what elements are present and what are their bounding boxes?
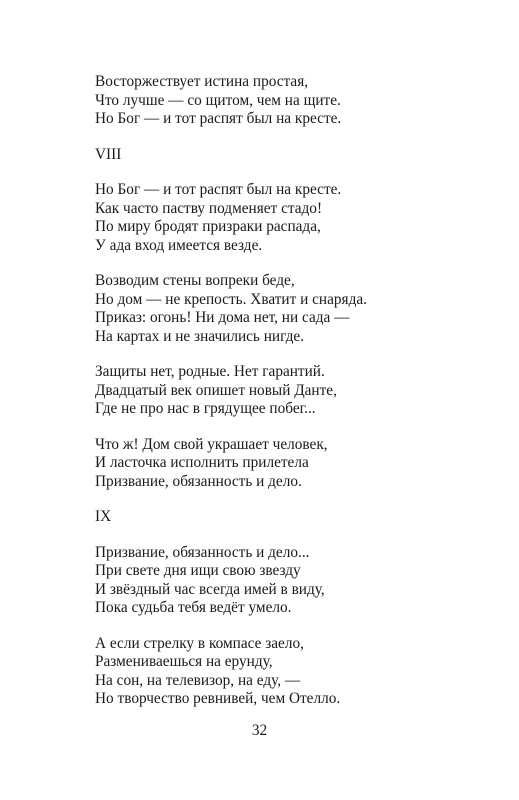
poem-line: Приказ: огонь! Ни дома нет, ни сада —: [95, 309, 350, 326]
poem-line: Двадцатый век опишет новый Данте,: [95, 381, 337, 399]
stanza: [95, 181, 495, 255]
page-number: 32: [251, 722, 268, 739]
poem-line: И звёздный час всегда имей в виду,: [95, 580, 325, 598]
poem-line: Защиты нет, родные. Нет гарантий.: [95, 363, 325, 380]
stanza: [95, 363, 495, 419]
stanza: [95, 544, 495, 618]
poem-line: И ласточка исполнить прилетела: [95, 454, 309, 471]
section-number-viii: VIII: [95, 145, 122, 163]
poem-line: На сон, на телевизор, на еду, —: [95, 671, 301, 689]
poem-line: Призвание, обязанность и дело...: [95, 543, 310, 561]
poem-line: Пока судьба тебя ведёт умело.: [95, 599, 292, 616]
poem-line: Что ж! Дом свой украшает человек,: [95, 435, 328, 453]
poem-line: Но творчество ревнивей, чем Отелло.: [95, 690, 341, 707]
poem-line: Что лучше — со щитом, чем на щите.: [95, 91, 341, 109]
poem-line: Размениваешься на ерунду,: [95, 653, 273, 670]
poem-line: Как часто паству подменяет стадо!: [95, 199, 323, 217]
stanza: [95, 73, 495, 129]
poem-line: Призвание, обязанность и дело.: [95, 472, 302, 490]
poem-line: А если стрелку в компасе заело,: [95, 634, 304, 652]
poem-line: Восторжествует истина простая,: [95, 73, 309, 90]
stanza: [95, 272, 495, 346]
poem-line: Где не про нас в грядущее побег...: [95, 400, 316, 417]
stanza: [95, 436, 495, 492]
poem-line: Но дом — не крепость. Хватит и снаряда.: [95, 290, 367, 308]
section-number-ix: IX: [95, 508, 112, 525]
stanza: [95, 635, 495, 709]
poem-text: [95, 73, 495, 726]
poem-line: На картах и не значились нигде.: [95, 327, 305, 345]
poem-line: У ада вход имеется везде.: [95, 236, 263, 254]
poem-line: Но Бог — и тот распят был на кресте.: [95, 181, 342, 198]
poem-line: Но Бог — и тот распят был на кресте.: [95, 110, 342, 127]
poem-line: При свете дня ищи свою звезду: [95, 562, 301, 579]
poem-line: По миру бродят призраки распада,: [95, 218, 321, 235]
poem-line: Возводим стены вопреки беде,: [95, 272, 295, 289]
